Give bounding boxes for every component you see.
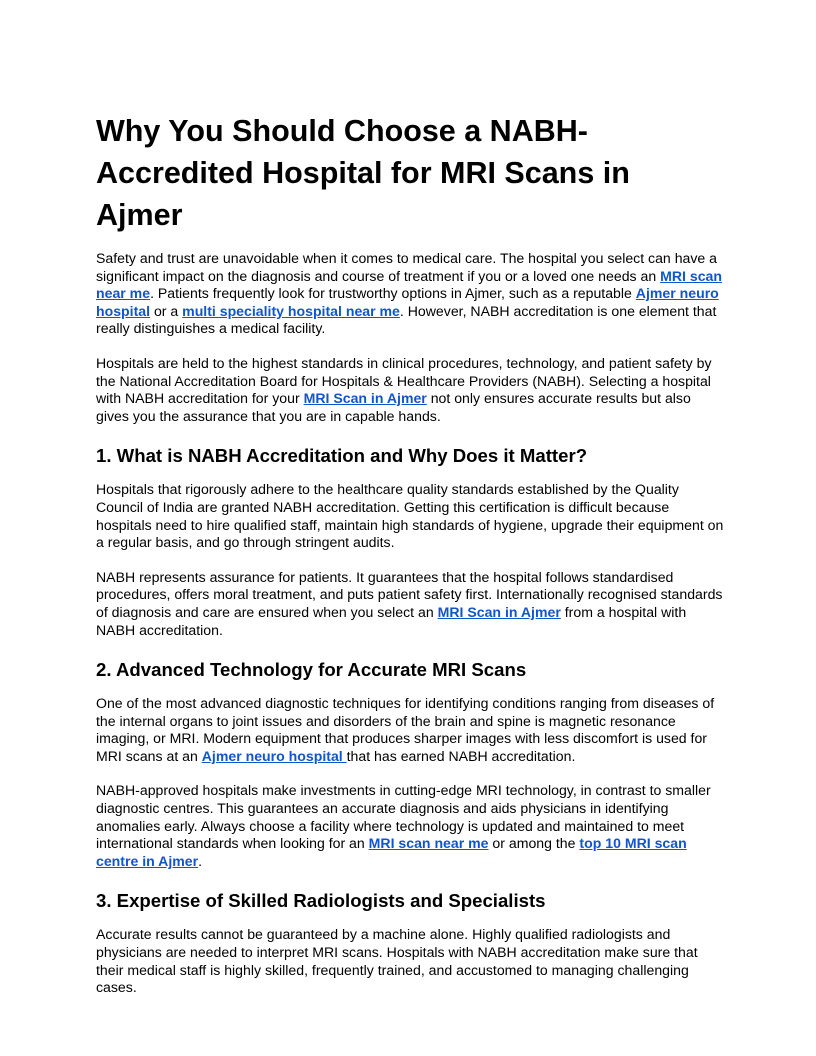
link-multi-speciality-hospital[interactable]: multi speciality hospital near me <box>182 302 400 319</box>
text: . <box>198 852 203 869</box>
text: . Patients frequently look for trustworthy options in Ajmer, such as a reputable <box>150 285 636 302</box>
link-mri-scan-near-me[interactable]: MRI scan near me <box>96 267 722 302</box>
link-ajmer-neuro-hospital[interactable]: Ajmer neuro hospital <box>201 747 347 764</box>
paragraph <box>96 782 724 870</box>
section-heading-2: 2. Advanced Technology for Accurate MRI Scans <box>96 659 527 681</box>
intro-paragraph <box>96 250 724 338</box>
text: One of the most advanced diagnostic techniques for identifying conditions ranging from diseases of the internal organs to joint issues and disorders of the brain and spine is magnetic resonance imaging, or MRI. Modern equipment that produces sharper images with less discomfort is used for MRI scans at an <box>96 695 715 764</box>
link-ajmer-neuro-hospital[interactable]: Ajmer neuro hospital <box>96 285 719 319</box>
section-heading-3: 3. Expertise of Skilled Radiologists and Specialists <box>96 890 546 912</box>
text: not only ensures accurate results but also gives you the assurance that you are in capable hands. <box>96 390 691 424</box>
paragraph: Accurate results cannot be guaranteed by a machine alone. Highly qualified radiologists and physicians are needed to interpret MRI scans. Hospitals with NABH accreditation make sure that their medical staff is highly skilled, frequently trained, and accustomed to managing challenging cases. <box>96 926 698 996</box>
text: that has earned NABH accreditation. <box>346 747 576 764</box>
text: or among the <box>488 835 580 852</box>
text: . However, NABH accreditation is one element that really distinguishes a medical facility. <box>96 302 717 337</box>
section-heading-1: 1. What is NABH Accreditation and Why Does it Matter? <box>96 445 588 467</box>
link-mri-scan-in-ajmer[interactable]: MRI Scan in Ajmer <box>303 390 427 407</box>
text: from a hospital with NABH accreditation. <box>96 603 687 638</box>
paragraph <box>96 569 724 639</box>
text: or a <box>150 302 183 319</box>
link-top-10-mri-scan-centre[interactable]: top 10 MRI scan centre in Ajmer <box>96 835 687 869</box>
paragraph <box>96 695 724 765</box>
nabh-paragraph <box>96 355 724 425</box>
link-mri-scan-near-me[interactable]: MRI scan near me <box>368 835 489 852</box>
link-mri-scan-in-ajmer[interactable]: MRI Scan in Ajmer <box>437 603 561 620</box>
document-page <box>96 110 724 1014</box>
text: NABH-approved hospitals make investments in cutting-edge MRI technology, in contrast to smaller diagnostic centres. This guarantees an accurate diagnosis and aids physicians in identifying anomalies early. Always choose a facility where technology is updated and maintained to meet international standards when looking for an <box>96 782 711 852</box>
document-title: Why You Should Choose a NABH-Accredited Hospital for MRI Scans in Ajmer <box>96 114 630 232</box>
text: Safety and trust are unavoidable when it comes to medical care. The hospital you select can have a significant impact on the diagnosis and course of treatment if you or a loved one needs an <box>96 250 718 284</box>
text: NABH represents assurance for patients. It guarantees that the hospital follows standardised procedures, offers moral treatment, and puts patient safety first. Internationally recognised standards of diagnosis and care are ensured when you select an <box>96 568 723 620</box>
paragraph: Hospitals that rigorously adhere to the healthcare quality standards established by the Quality Council of India are granted NABH accreditation. Getting this certification is difficult because hospitals need to hire qualified staff, maintain high standards of hygiene, upgrade their equipment on a regular basis, and go through stringent audits. <box>96 481 724 551</box>
text: Hospitals are held to the highest standards in clinical procedures, technology, and patient safety by the National Accreditation Board for Hospitals & Healthcare Providers (NABH). Selecting a hospital with NABH accreditation for your <box>96 354 712 407</box>
